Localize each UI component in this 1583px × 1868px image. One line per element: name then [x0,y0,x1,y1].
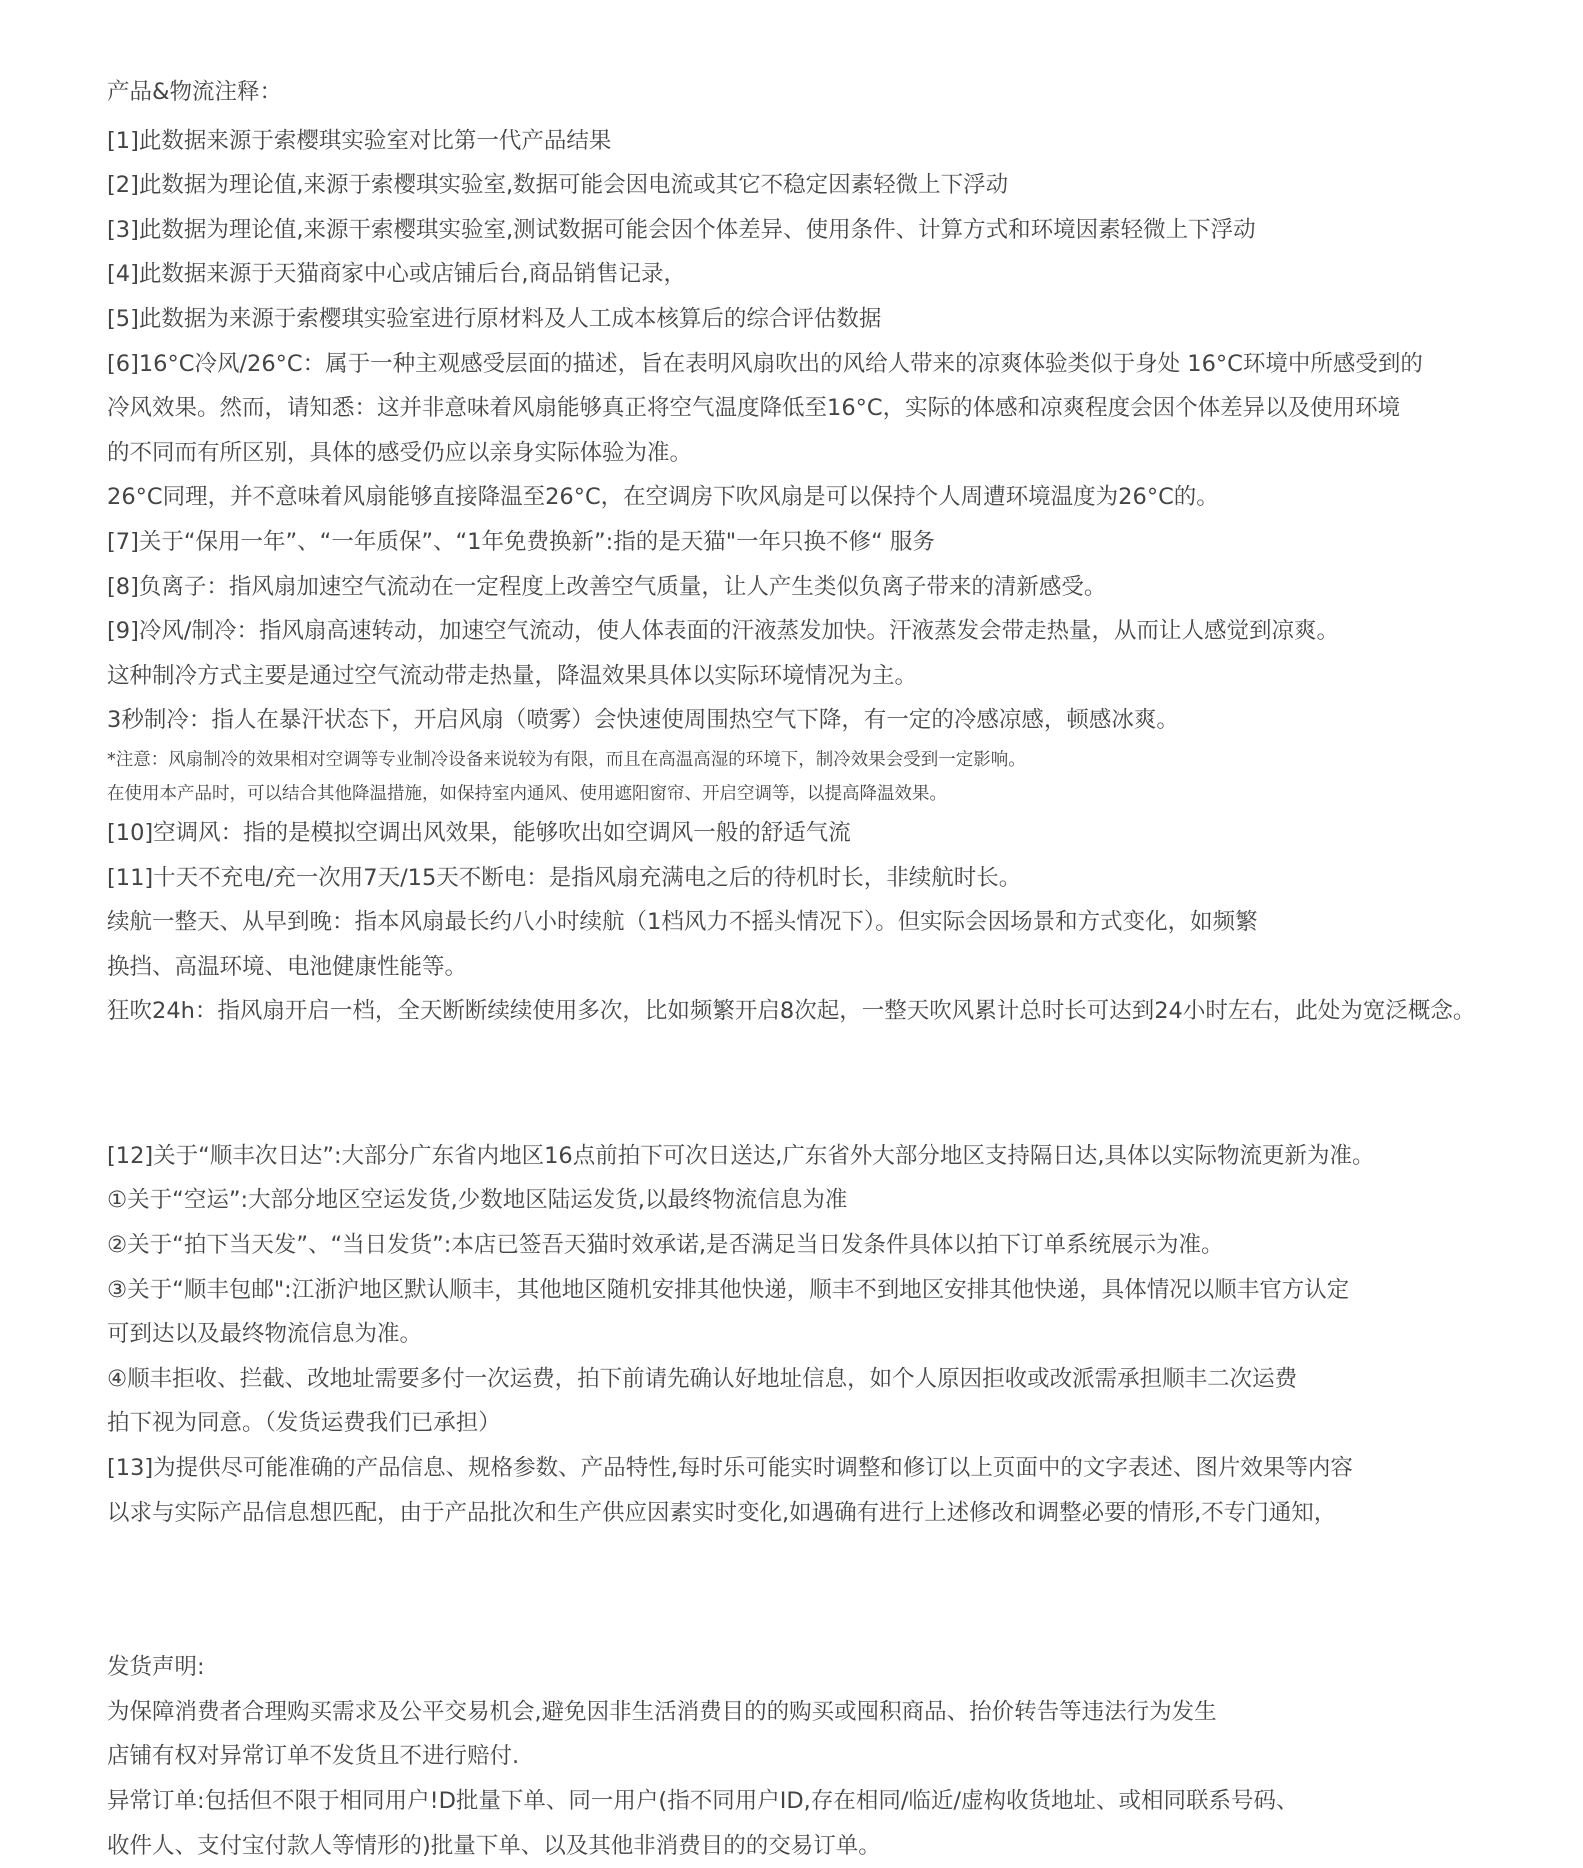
note-line: 3秒制冷：指人在暴汗状态下，开启风扇（喷雾）会快速使周围热空气下降，有一定的冷感凉感，顿感冰爽。 [107,707,1179,734]
shipping-notes [107,1134,1583,1535]
note-line: 续航一整天、从早到晚：指本风扇最长约八小时续航（1档风力不摇头情况下）。但实际会因场景和方式变化，如频繁 [107,909,1258,936]
note-line: [1]此数据来源于索樱琪实验室对比第一代产品结果 [107,127,612,154]
statement-line: 店铺有权对异常订单不发货且不进行赔付. [107,1743,520,1770]
section-spacer [107,1034,1583,1134]
statement-line: 为保障消费者合理购买需求及公平交易机会,避免因非生活消费目的的购买或囤积商品、抬价转告等违法行为发生 [107,1698,1217,1725]
product-logistics-notes [107,70,1583,1034]
note-line: ②关于“拍下当天发”、“当日发货”:本店已签吾天猫时效承诺,是否满足当日发条件具体以拍下订单系统展示为准。 [107,1232,1224,1259]
note-line: 的不同而有所区别，具体的感受仍应以亲身实际体验为准。 [107,439,693,466]
note-line: [5]此数据为来源于索樱琪实验室进行原材料及人工成本核算后的综合评估数据 [107,305,882,332]
note-line: [8]负离子：指风扇加速空气流动在一定程度上改善空气质量，让人产生类似负离子带来的清新感受。 [107,573,1107,600]
note-line: [11]十天不充电/充一次用7天/15天不断电：是指风扇充满电之后的待机时长，非续航时长。 [107,864,1022,891]
note-line: [13]为提供尽可能准确的产品信息、规格参数、产品特性,每时乐可能实时调整和修订以上页面中的文字表述、图片效果等内容 [107,1455,1353,1482]
document-page [107,70,1583,1859]
note-line: [2]此数据为理论值,来源于索樱琪实验室,数据可能会因电流或其它不稳定因素轻微上下浮动 [107,172,1009,199]
note-line: ③关于“顺丰包邮":江浙沪地区默认顺丰，其他地区随机安排其他快递，顺丰不到地区安排其他快递，具体情况以顺丰官方认定 [107,1276,1350,1303]
statement-line: 异常订单:包括但不限于相同用户!D批量下单、同一用户(指不同用户ID,存在相同/临近/虚构收货地址、或相同联系号码、 [107,1788,1299,1814]
note-line: ④顺丰拒收、拦截、改地址需要多付一次运费，拍下前请先确认好地址信息，如个人原因拒收或改派需承担顺丰二次运费 [107,1365,1298,1392]
note-line: 可到达以及最终物流信息为准。 [107,1321,423,1348]
note-line: 26°C同理，并不意味着风扇能够直接降温至26°C，在空调房下吹风扇是可以保持个人周遭环境温度为26°C的。 [107,484,1219,511]
note-line: [12]关于“顺丰次日达”:大部分广东省内地区16点前拍下可次日送达,广东省外大部分地区支持隔日达,具体以实际物流更新为准。 [107,1142,1375,1169]
small-note-line: 在使用本产品时，可以结合其他降温措施，如保持室内通风、使用遮阳窗帘、开启空调等，以提高降温效果。 [107,783,947,804]
note-line: [10]空调风：指的是模拟空调出风效果，能够吹出如空调风一般的舒适气流 [107,819,851,846]
note-line: 拍下视为同意。（发货运费我们已承担） [107,1410,501,1437]
small-note-line: *注意：风扇制冷的效果相对空调等专业制冷设备来说较为有限，而且在高温高湿的环境下，制冷效果会受到一定影响。 [107,749,1026,770]
note-line: ①关于“空运”:大部分地区空运发货,少数地区陆运发货,以最终物流信息为准 [107,1187,848,1214]
note-line: [7]关于“保用一年”、“一年质保”、“1年免费换新”:指的是天猫"一年只换不修“ 服务 [107,528,935,555]
note-line: 狂吹24h：指风扇开启一档，全天断断续续使用多次，比如频繁开启8次起，一整天吹风累计总时长可达到24小时左右，此处为宽泛概念。 [107,998,1476,1025]
note-line: [6]16°C冷风/26°C：属于一种主观感受层面的描述，旨在表明风扇吹出的风给人带来的凉爽体验类似于身处 16°C环境中所感受到的 [107,350,1423,377]
note-line: [3]此数据为理论值,来源干索樱琪实验室,测试数据可能会因个体差异、使用条件、计算方式和环境因素轻微上下浮动 [107,216,1256,243]
section-spacer [107,1535,1583,1645]
note-line: 这种制冷方式主要是通过空气流动带走热量，降温效果具体以实际环境情况为主。 [107,662,918,689]
note-line: 冷风效果。然而，请知悉：这并非意味着风扇能够真正将空气温度降低至16°C，实际的体感和凉爽程度会因个体差异以及使用环境 [107,395,1401,422]
section-title: 发货声明: [107,1654,205,1681]
note-line: [4]此数据来源于天猫商家中心或店铺后台,商品销售记录， [107,261,687,288]
section-title: 产品&物流注释： [107,79,283,105]
note-line: [9]冷风/制冷：指风扇高速转动，加速空气流动，使人体表面的汗液蒸发加快。汗液蒸发会带走热量，从而让人感觉到凉爽。 [107,618,1339,645]
note-line: 换挡、高温环境、电池健康性能等。 [107,953,468,980]
statement-line: 收件人、支付宝付款人等情形的)批量下单、以及其他非消费目的的交易订单。 [107,1832,881,1859]
delivery-statement [107,1645,1583,1868]
note-line: 以求与实际产品信息想匹配，由于产品批次和生产供应因素实时变化,如遇确有进行上述修改和调整必要的情形,不专门通知， [107,1499,1337,1526]
